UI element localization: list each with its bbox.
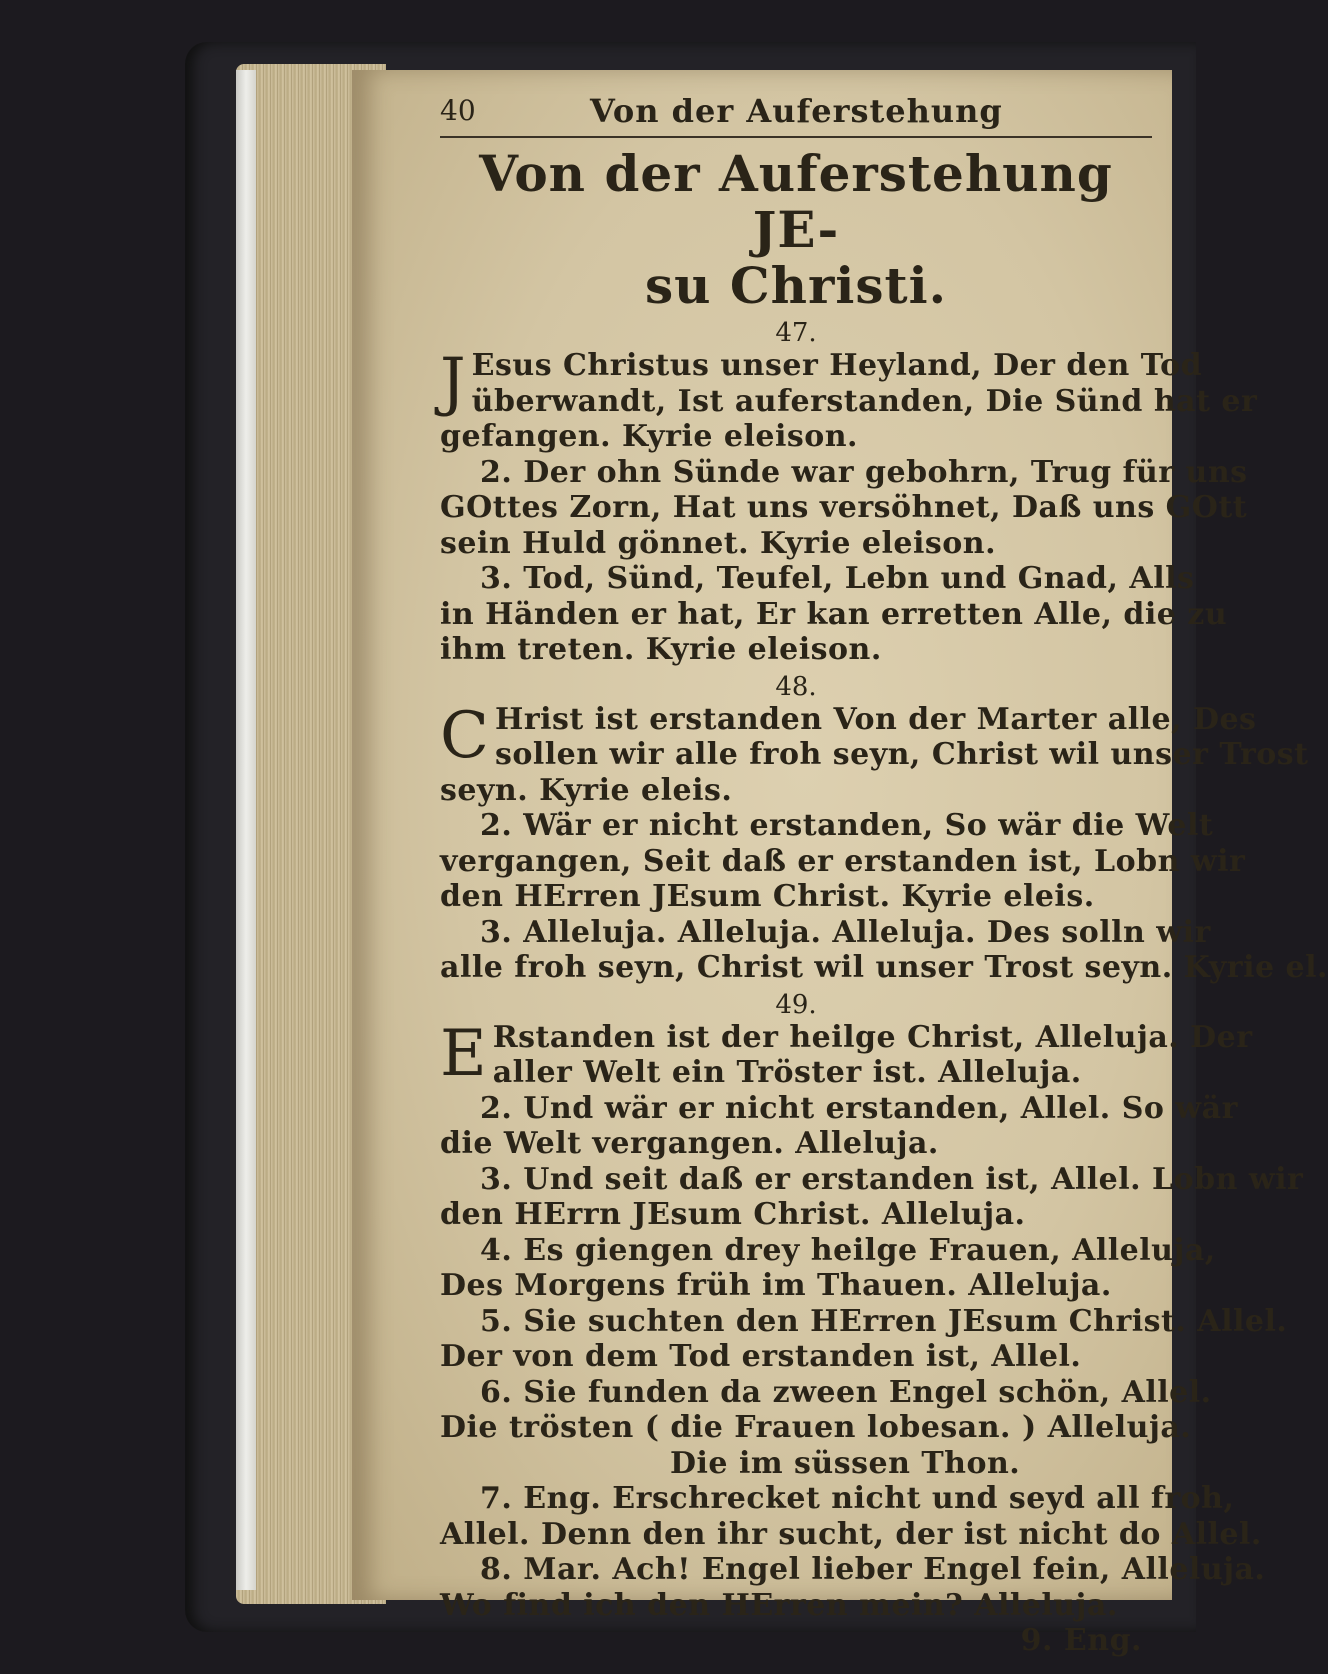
hymn-number: 49. <box>775 989 817 1020</box>
chapter-title <box>440 146 1152 314</box>
hymn-line: GOttes Zorn, Hat uns versöhnet, Daß uns GOtt <box>440 490 1248 525</box>
dropcap: C <box>440 698 489 773</box>
hymn-49 <box>440 1016 1304 1624</box>
hymn-line: 2. Und wär er nicht erstanden, Allel. So wär <box>480 1090 1238 1126</box>
white-page-edge <box>236 70 256 1590</box>
hymn-line-part: Die trösten <box>440 1410 634 1445</box>
hymn-number: 47. <box>775 318 817 348</box>
hymn-line: Esus Christus unser Heyland, Der den Tod <box>471 348 1203 383</box>
hymn-line: 7. Eng. Erschrecket nicht und seyd all froh, <box>480 1481 1235 1516</box>
hymn-line: Hrist ist erstanden Von der Marter alle, Des <box>494 701 1257 737</box>
hymn-47 <box>440 345 1258 668</box>
hymn-line: Allel. Denn den ihr sucht, der ist nicht do Allel. <box>440 1516 1262 1552</box>
hymn-line: 2. Der ohn Sünde war gebohrn, Trug für uns <box>480 454 1248 490</box>
dropcap: J <box>440 345 466 419</box>
open-bracket: ( <box>644 1410 671 1445</box>
hymn-line: 3. Tod, Sünd, Teufel, Lebn und Gnad, Alls <box>480 561 1195 596</box>
hymn-line: den HErrn JEsum Christ. Alleluja. <box>440 1197 1026 1232</box>
hymn-line: 3. Alleluja. Alleluja. Alleluja. Des solln wir <box>480 914 1211 950</box>
page-text <box>440 92 1328 1659</box>
running-head <box>440 92 1152 138</box>
hymn-line: 4. Es giengen drey heilge Frauen, Alleluja, <box>480 1232 1216 1268</box>
catchword: 9. Eng. <box>1020 1623 1142 1658</box>
hymn-line: 2. Wär er nicht erstanden, So wär die Welt <box>480 808 1214 843</box>
dropcap: E <box>440 1016 487 1091</box>
hymn-line: aller Welt ein Tröster ist. Alleluja. <box>492 1055 1082 1090</box>
hymn-line: ihm treten. Kyrie eleison. <box>440 632 882 667</box>
hymn-line: Die im süssen Thon. <box>670 1445 1021 1481</box>
hymn-line: seyn. Kyrie eleis. <box>440 772 733 808</box>
hymn-line: Wo find ich den HErren mein? Alleluja. <box>440 1587 1118 1623</box>
bracketed-verse <box>440 1410 1192 1481</box>
hymn-line: den HErren JEsum Christ. Kyrie eleis. <box>440 879 1095 914</box>
hymn-48 <box>440 698 1328 986</box>
hymn-line: alle froh seyn, Christ wil unser Trost seyn. Kyrie el. <box>440 950 1328 985</box>
hymn-line: Der von dem Tod erstanden ist, Allel. <box>440 1339 1082 1374</box>
hymn-line: die Welt vergangen. Alleluja. <box>440 1126 939 1161</box>
hymn-line: 8. Mar. Ach! Engel lieber Engel fein, Alleluja. <box>480 1552 1266 1587</box>
close-bracket: ) <box>1021 1410 1048 1445</box>
hymn-number: 48. <box>775 671 817 702</box>
hymn-line: Des Morgens früh im Thauen. Alleluja. <box>440 1268 1112 1303</box>
hymn-line: sollen wir alle froh seyn, Christ wil unser Trost <box>494 737 1309 772</box>
chapter-title-line1: Von der Auferstehung JE- <box>479 144 1113 259</box>
chapter-title-line2: su Christi. <box>644 256 948 315</box>
hymn-line-part: Alleluja. <box>1047 1410 1192 1445</box>
page-number: 40 <box>440 94 476 127</box>
hymn-line <box>440 1410 1192 1446</box>
running-title: Von der Auferstehung <box>590 92 1003 130</box>
hymn-line: Rstanden ist der heilge Christ, Alleluja. Der <box>492 1019 1253 1055</box>
hymn-line: in Händen er hat, Er kan erretten Alle, die zu <box>440 596 1228 632</box>
hymn-line: gefangen. Kyrie eleison. <box>440 419 858 454</box>
hymn-line: 6. Sie funden da zween Engel schön, Allel. <box>480 1374 1212 1410</box>
hymn-line: 5. Sie suchten den HErren JEsum Christ. Allel. <box>480 1303 1288 1339</box>
hymn-line-part: die Frauen lobesan. <box>670 1410 1011 1445</box>
hymn-line: 3. Und seit daß er erstanden ist, Allel. Lobn wir <box>480 1161 1304 1197</box>
hymn-line: vergangen, Seit daß er erstanden ist, Lobn wir <box>440 843 1246 879</box>
hymn-line: überwandt, Ist auferstanden, Die Sünd hat er <box>471 383 1258 419</box>
hymn-line: sein Huld gönnet. Kyrie eleison. <box>440 525 997 561</box>
